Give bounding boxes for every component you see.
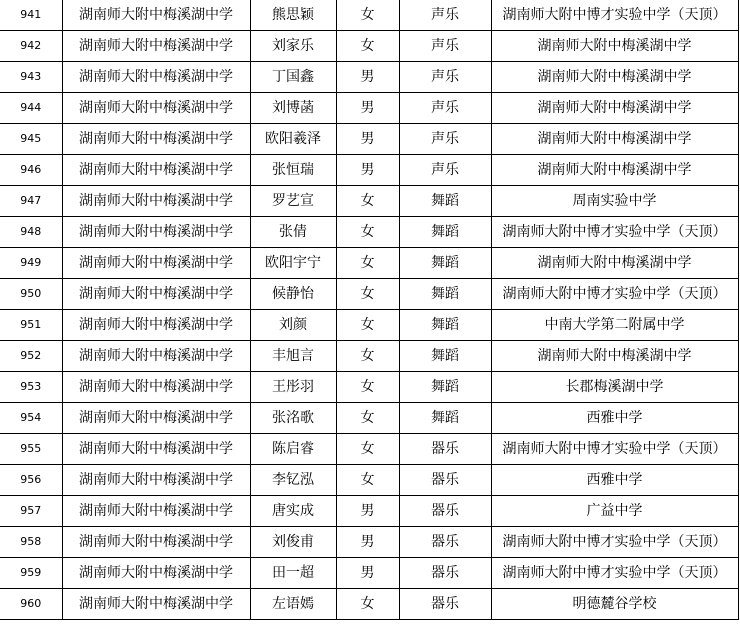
cell-student-name: 李钇泓 xyxy=(250,465,336,496)
cell-category: 声乐 xyxy=(399,62,491,93)
cell-number: 957 xyxy=(0,496,62,527)
cell-admitting-school: 湖南师大附中梅溪湖中学 xyxy=(62,372,250,403)
table-row xyxy=(0,93,738,124)
cell-student-name: 刘颜 xyxy=(250,310,336,341)
table-row xyxy=(0,496,738,527)
cell-admitting-school: 湖南师大附中梅溪湖中学 xyxy=(62,62,250,93)
cell-number: 944 xyxy=(0,93,62,124)
table-row xyxy=(0,62,738,93)
cell-student-name: 欧阳羲泽 xyxy=(250,124,336,155)
cell-student-name: 丰旭言 xyxy=(250,341,336,372)
cell-admitting-school: 湖南师大附中梅溪湖中学 xyxy=(62,31,250,62)
cell-gender: 女 xyxy=(336,434,399,465)
cell-origin-school: 湖南师大附中梅溪湖中学 xyxy=(491,124,738,155)
cell-origin-school: 明德麓谷学校 xyxy=(491,589,738,620)
cell-origin-school: 湖南师大附中梅溪湖中学 xyxy=(491,31,738,62)
cell-origin-school: 湖南师大附中博才实验中学（天顶） xyxy=(491,217,738,248)
cell-student-name: 熊思颖 xyxy=(250,0,336,31)
cell-admitting-school: 湖南师大附中梅溪湖中学 xyxy=(62,465,250,496)
cell-category: 器乐 xyxy=(399,496,491,527)
cell-origin-school: 湖南师大附中博才实验中学（天顶） xyxy=(491,558,738,589)
cell-number: 954 xyxy=(0,403,62,434)
table-row xyxy=(0,279,738,310)
table-row xyxy=(0,403,738,434)
cell-student-name: 候静怡 xyxy=(250,279,336,310)
cell-origin-school: 西雅中学 xyxy=(491,465,738,496)
cell-category: 声乐 xyxy=(399,31,491,62)
cell-origin-school: 西雅中学 xyxy=(491,403,738,434)
cell-admitting-school: 湖南师大附中梅溪湖中学 xyxy=(62,589,250,620)
cell-admitting-school: 湖南师大附中梅溪湖中学 xyxy=(62,155,250,186)
cell-origin-school: 湖南师大附中博才实验中学（天顶） xyxy=(491,434,738,465)
cell-category: 器乐 xyxy=(399,558,491,589)
cell-origin-school: 广益中学 xyxy=(491,496,738,527)
table-row xyxy=(0,186,738,217)
table-row xyxy=(0,248,738,279)
table-row xyxy=(0,155,738,186)
cell-admitting-school: 湖南师大附中梅溪湖中学 xyxy=(62,186,250,217)
cell-gender: 女 xyxy=(336,31,399,62)
cell-category: 舞蹈 xyxy=(399,248,491,279)
table-row xyxy=(0,527,738,558)
cell-admitting-school: 湖南师大附中梅溪湖中学 xyxy=(62,248,250,279)
cell-admitting-school: 湖南师大附中梅溪湖中学 xyxy=(62,279,250,310)
cell-admitting-school: 湖南师大附中梅溪湖中学 xyxy=(62,310,250,341)
table-row xyxy=(0,0,738,31)
cell-gender: 男 xyxy=(336,62,399,93)
cell-gender: 女 xyxy=(336,248,399,279)
cell-student-name: 刘家乐 xyxy=(250,31,336,62)
cell-origin-school: 湖南师大附中梅溪湖中学 xyxy=(491,341,738,372)
cell-origin-school: 湖南师大附中梅溪湖中学 xyxy=(491,155,738,186)
cell-gender: 男 xyxy=(336,527,399,558)
cell-number: 950 xyxy=(0,279,62,310)
table-row xyxy=(0,589,738,620)
cell-gender: 女 xyxy=(336,186,399,217)
cell-number: 948 xyxy=(0,217,62,248)
cell-origin-school: 湖南师大附中梅溪湖中学 xyxy=(491,93,738,124)
cell-admitting-school: 湖南师大附中梅溪湖中学 xyxy=(62,341,250,372)
cell-category: 舞蹈 xyxy=(399,217,491,248)
cell-gender: 女 xyxy=(336,589,399,620)
cell-category: 声乐 xyxy=(399,0,491,31)
cell-number: 952 xyxy=(0,341,62,372)
cell-student-name: 丁国鑫 xyxy=(250,62,336,93)
cell-category: 声乐 xyxy=(399,124,491,155)
cell-origin-school: 湖南师大附中博才实验中学（天顶） xyxy=(491,0,738,31)
cell-category: 器乐 xyxy=(399,527,491,558)
cell-number: 956 xyxy=(0,465,62,496)
cell-category: 器乐 xyxy=(399,434,491,465)
cell-gender: 男 xyxy=(336,124,399,155)
cell-student-name: 陈启睿 xyxy=(250,434,336,465)
cell-number: 943 xyxy=(0,62,62,93)
cell-gender: 男 xyxy=(336,496,399,527)
table-row xyxy=(0,434,738,465)
cell-category: 舞蹈 xyxy=(399,186,491,217)
cell-origin-school: 长郡梅溪湖中学 xyxy=(491,372,738,403)
cell-number: 953 xyxy=(0,372,62,403)
cell-gender: 女 xyxy=(336,217,399,248)
cell-admitting-school: 湖南师大附中梅溪湖中学 xyxy=(62,403,250,434)
cell-category: 舞蹈 xyxy=(399,310,491,341)
cell-origin-school: 中南大学第二附属中学 xyxy=(491,310,738,341)
table-row xyxy=(0,341,738,372)
cell-number: 955 xyxy=(0,434,62,465)
table-row xyxy=(0,372,738,403)
cell-gender: 男 xyxy=(336,558,399,589)
cell-category: 声乐 xyxy=(399,93,491,124)
cell-student-name: 田一超 xyxy=(250,558,336,589)
cell-student-name: 左语嫣 xyxy=(250,589,336,620)
cell-student-name: 王彤羽 xyxy=(250,372,336,403)
cell-origin-school: 湖南师大附中梅溪湖中学 xyxy=(491,248,738,279)
cell-category: 舞蹈 xyxy=(399,372,491,403)
cell-gender: 女 xyxy=(336,341,399,372)
cell-category: 器乐 xyxy=(399,465,491,496)
cell-admitting-school: 湖南师大附中梅溪湖中学 xyxy=(62,527,250,558)
cell-origin-school: 湖南师大附中梅溪湖中学 xyxy=(491,62,738,93)
cell-number: 951 xyxy=(0,310,62,341)
cell-number: 947 xyxy=(0,186,62,217)
cell-category: 器乐 xyxy=(399,589,491,620)
cell-category: 声乐 xyxy=(399,155,491,186)
cell-category: 舞蹈 xyxy=(399,279,491,310)
cell-origin-school: 湖南师大附中博才实验中学（天顶） xyxy=(491,527,738,558)
cell-admitting-school: 湖南师大附中梅溪湖中学 xyxy=(62,434,250,465)
cell-number: 946 xyxy=(0,155,62,186)
cell-student-name: 张恒瑞 xyxy=(250,155,336,186)
cell-origin-school: 周南实验中学 xyxy=(491,186,738,217)
cell-student-name: 罗艺宣 xyxy=(250,186,336,217)
table-row xyxy=(0,465,738,496)
cell-gender: 女 xyxy=(336,310,399,341)
table-row xyxy=(0,310,738,341)
cell-gender: 男 xyxy=(336,155,399,186)
cell-admitting-school: 湖南师大附中梅溪湖中学 xyxy=(62,93,250,124)
table-row xyxy=(0,124,738,155)
table-row xyxy=(0,31,738,62)
cell-category: 舞蹈 xyxy=(399,341,491,372)
cell-student-name: 张倩 xyxy=(250,217,336,248)
cell-admitting-school: 湖南师大附中梅溪湖中学 xyxy=(62,496,250,527)
table-row xyxy=(0,217,738,248)
cell-category: 舞蹈 xyxy=(399,403,491,434)
cell-number: 942 xyxy=(0,31,62,62)
cell-student-name: 刘俊甫 xyxy=(250,527,336,558)
cell-student-name: 刘博菡 xyxy=(250,93,336,124)
cell-admitting-school: 湖南师大附中梅溪湖中学 xyxy=(62,217,250,248)
cell-admitting-school: 湖南师大附中梅溪湖中学 xyxy=(62,124,250,155)
cell-number: 959 xyxy=(0,558,62,589)
table-row xyxy=(0,558,738,589)
cell-origin-school: 湖南师大附中博才实验中学（天顶） xyxy=(491,279,738,310)
cell-number: 945 xyxy=(0,124,62,155)
cell-gender: 女 xyxy=(336,403,399,434)
cell-number: 960 xyxy=(0,589,62,620)
cell-gender: 女 xyxy=(336,279,399,310)
cell-number: 949 xyxy=(0,248,62,279)
cell-gender: 男 xyxy=(336,93,399,124)
cell-gender: 女 xyxy=(336,465,399,496)
cell-admitting-school: 湖南师大附中梅溪湖中学 xyxy=(62,0,250,31)
cell-gender: 女 xyxy=(336,372,399,403)
cell-student-name: 欧阳宇宁 xyxy=(250,248,336,279)
cell-number: 958 xyxy=(0,527,62,558)
cell-gender: 女 xyxy=(336,0,399,31)
cell-student-name: 张洺歌 xyxy=(250,403,336,434)
cell-student-name: 唐实成 xyxy=(250,496,336,527)
cell-number: 941 xyxy=(0,0,62,31)
cell-admitting-school: 湖南师大附中梅溪湖中学 xyxy=(62,558,250,589)
